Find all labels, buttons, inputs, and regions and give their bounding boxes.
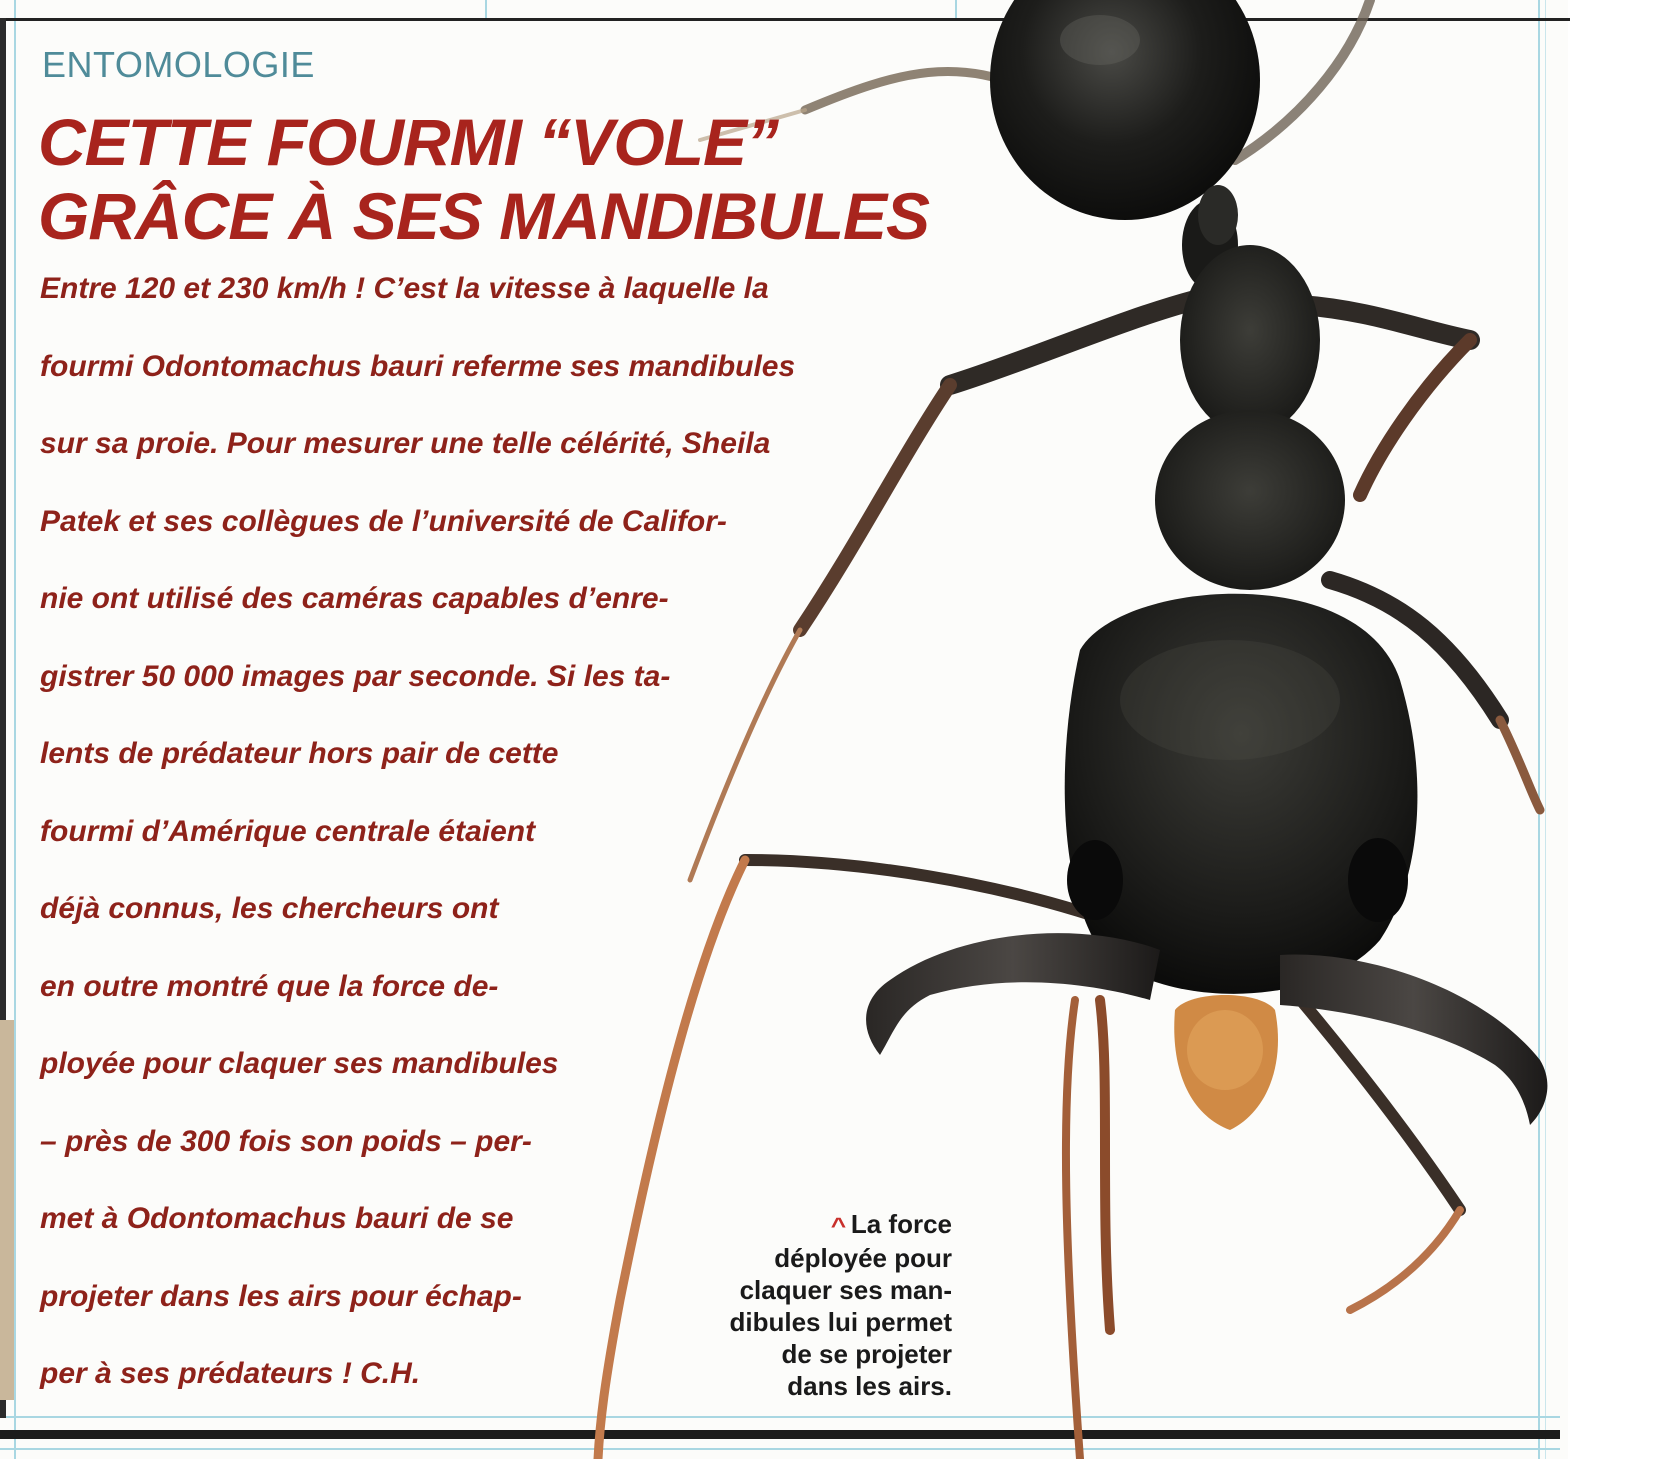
photo-caption: [670, 1208, 952, 1402]
headline-line: CETTE FOURMI “VOLE”: [38, 105, 778, 179]
body-line: projeter dans les airs pour échap-: [40, 1279, 522, 1313]
body-line: déjà connus, les chercheurs ont: [40, 892, 499, 925]
caret-icon: ^: [830, 1213, 847, 1238]
caption-line: dibules lui permet: [729, 1307, 952, 1337]
body-line: – près de 300 fois son poids – per-: [40, 1124, 532, 1158]
caption-line: [670, 1208, 952, 1242]
body-line: en outre montré que la force de-: [40, 969, 499, 1003]
body-line: fourmi d’Amérique centrale étaient: [40, 814, 536, 848]
body-line: Patek et ses collègues de l’université de Califor-: [40, 504, 727, 538]
caption-line: de se projeter: [781, 1339, 952, 1369]
article-headline: [38, 106, 929, 254]
body-line: nie ont utilisé des caméras capables d’enre-: [40, 582, 669, 615]
body-line: Entre 120 et 230 km/h ! C’est la vitesse à laquelle la: [40, 272, 769, 305]
body-line: per à ses prédateurs ! C.H.: [40, 1357, 421, 1390]
body-line: ployée pour claquer ses mandibules: [40, 1047, 559, 1080]
body-line: fourmi Odontomachus bauri referme ses mandibules: [40, 349, 796, 383]
body-line: gistrer 50 000 images par seconde. Si les ta-: [40, 659, 671, 693]
headline-line: GRÂCE À SES MANDIBULES: [38, 178, 930, 253]
caption-line: claquer ses man-: [739, 1275, 952, 1305]
caption-text: La force: [850, 1209, 952, 1239]
section-rubric: ENTOMOLOGIE: [42, 44, 315, 85]
caption-line: dans les airs.: [787, 1371, 952, 1401]
caption-line: déployée pour: [774, 1243, 952, 1273]
body-line: met à Odontomachus bauri de se: [40, 1202, 514, 1235]
body-line: sur sa proie. Pour mesurer une telle célérité, Sheila: [40, 427, 771, 460]
body-line: lents de prédateur hors pair de cette: [40, 737, 559, 770]
